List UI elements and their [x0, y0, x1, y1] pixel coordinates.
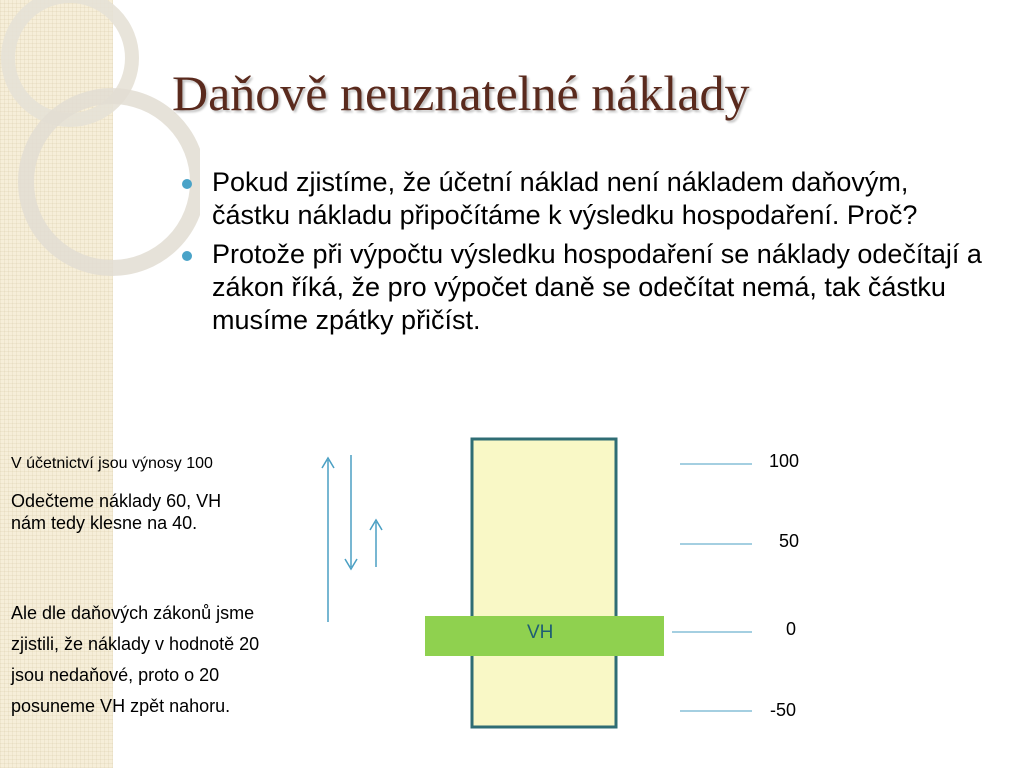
page-title: Daňově neuznatelné náklady: [172, 65, 750, 121]
note-tax-line: zjistili, že náklady v hodnotě 20: [11, 634, 260, 654]
note-tax-line: Ale dle daňových zákonů jsme: [11, 603, 255, 623]
note-revenue: V účetnictví jsou výnosy 100: [11, 455, 213, 472]
note-tax-line: posuneme VH zpět nahoru.: [11, 696, 231, 716]
note-costs-line: nám tedy klesne na 40.: [11, 513, 198, 533]
arrow-up-icon: [370, 520, 382, 567]
scale-label-0: 0: [786, 619, 797, 639]
result-column: [472, 439, 616, 727]
note-costs-line: Odečteme náklady 60, VH: [11, 491, 222, 511]
scale-label-100: 100: [769, 451, 800, 471]
vh-label: VH: [527, 622, 554, 643]
bullet-text: Pokud zjistíme, že účetní náklad není nákladem daňovým, částku nákladu připočítáme k výsledku hospodaření. Proč?: [212, 167, 918, 230]
arrow-up-icon: [322, 458, 334, 622]
bullet-text: Protože při výpočtu výsledku hospodaření se náklady odečítají a zákon říká, že pro výpočet daně se odečítat nemá, tak částku musíme zpátky přičíst.: [212, 239, 982, 335]
scale-label-minus-50: -50: [770, 700, 797, 720]
arrow-down-icon: [345, 455, 357, 569]
scale-label-50: 50: [779, 531, 800, 551]
note-tax-line: jsou nedaňové, proto o 20: [11, 665, 220, 685]
